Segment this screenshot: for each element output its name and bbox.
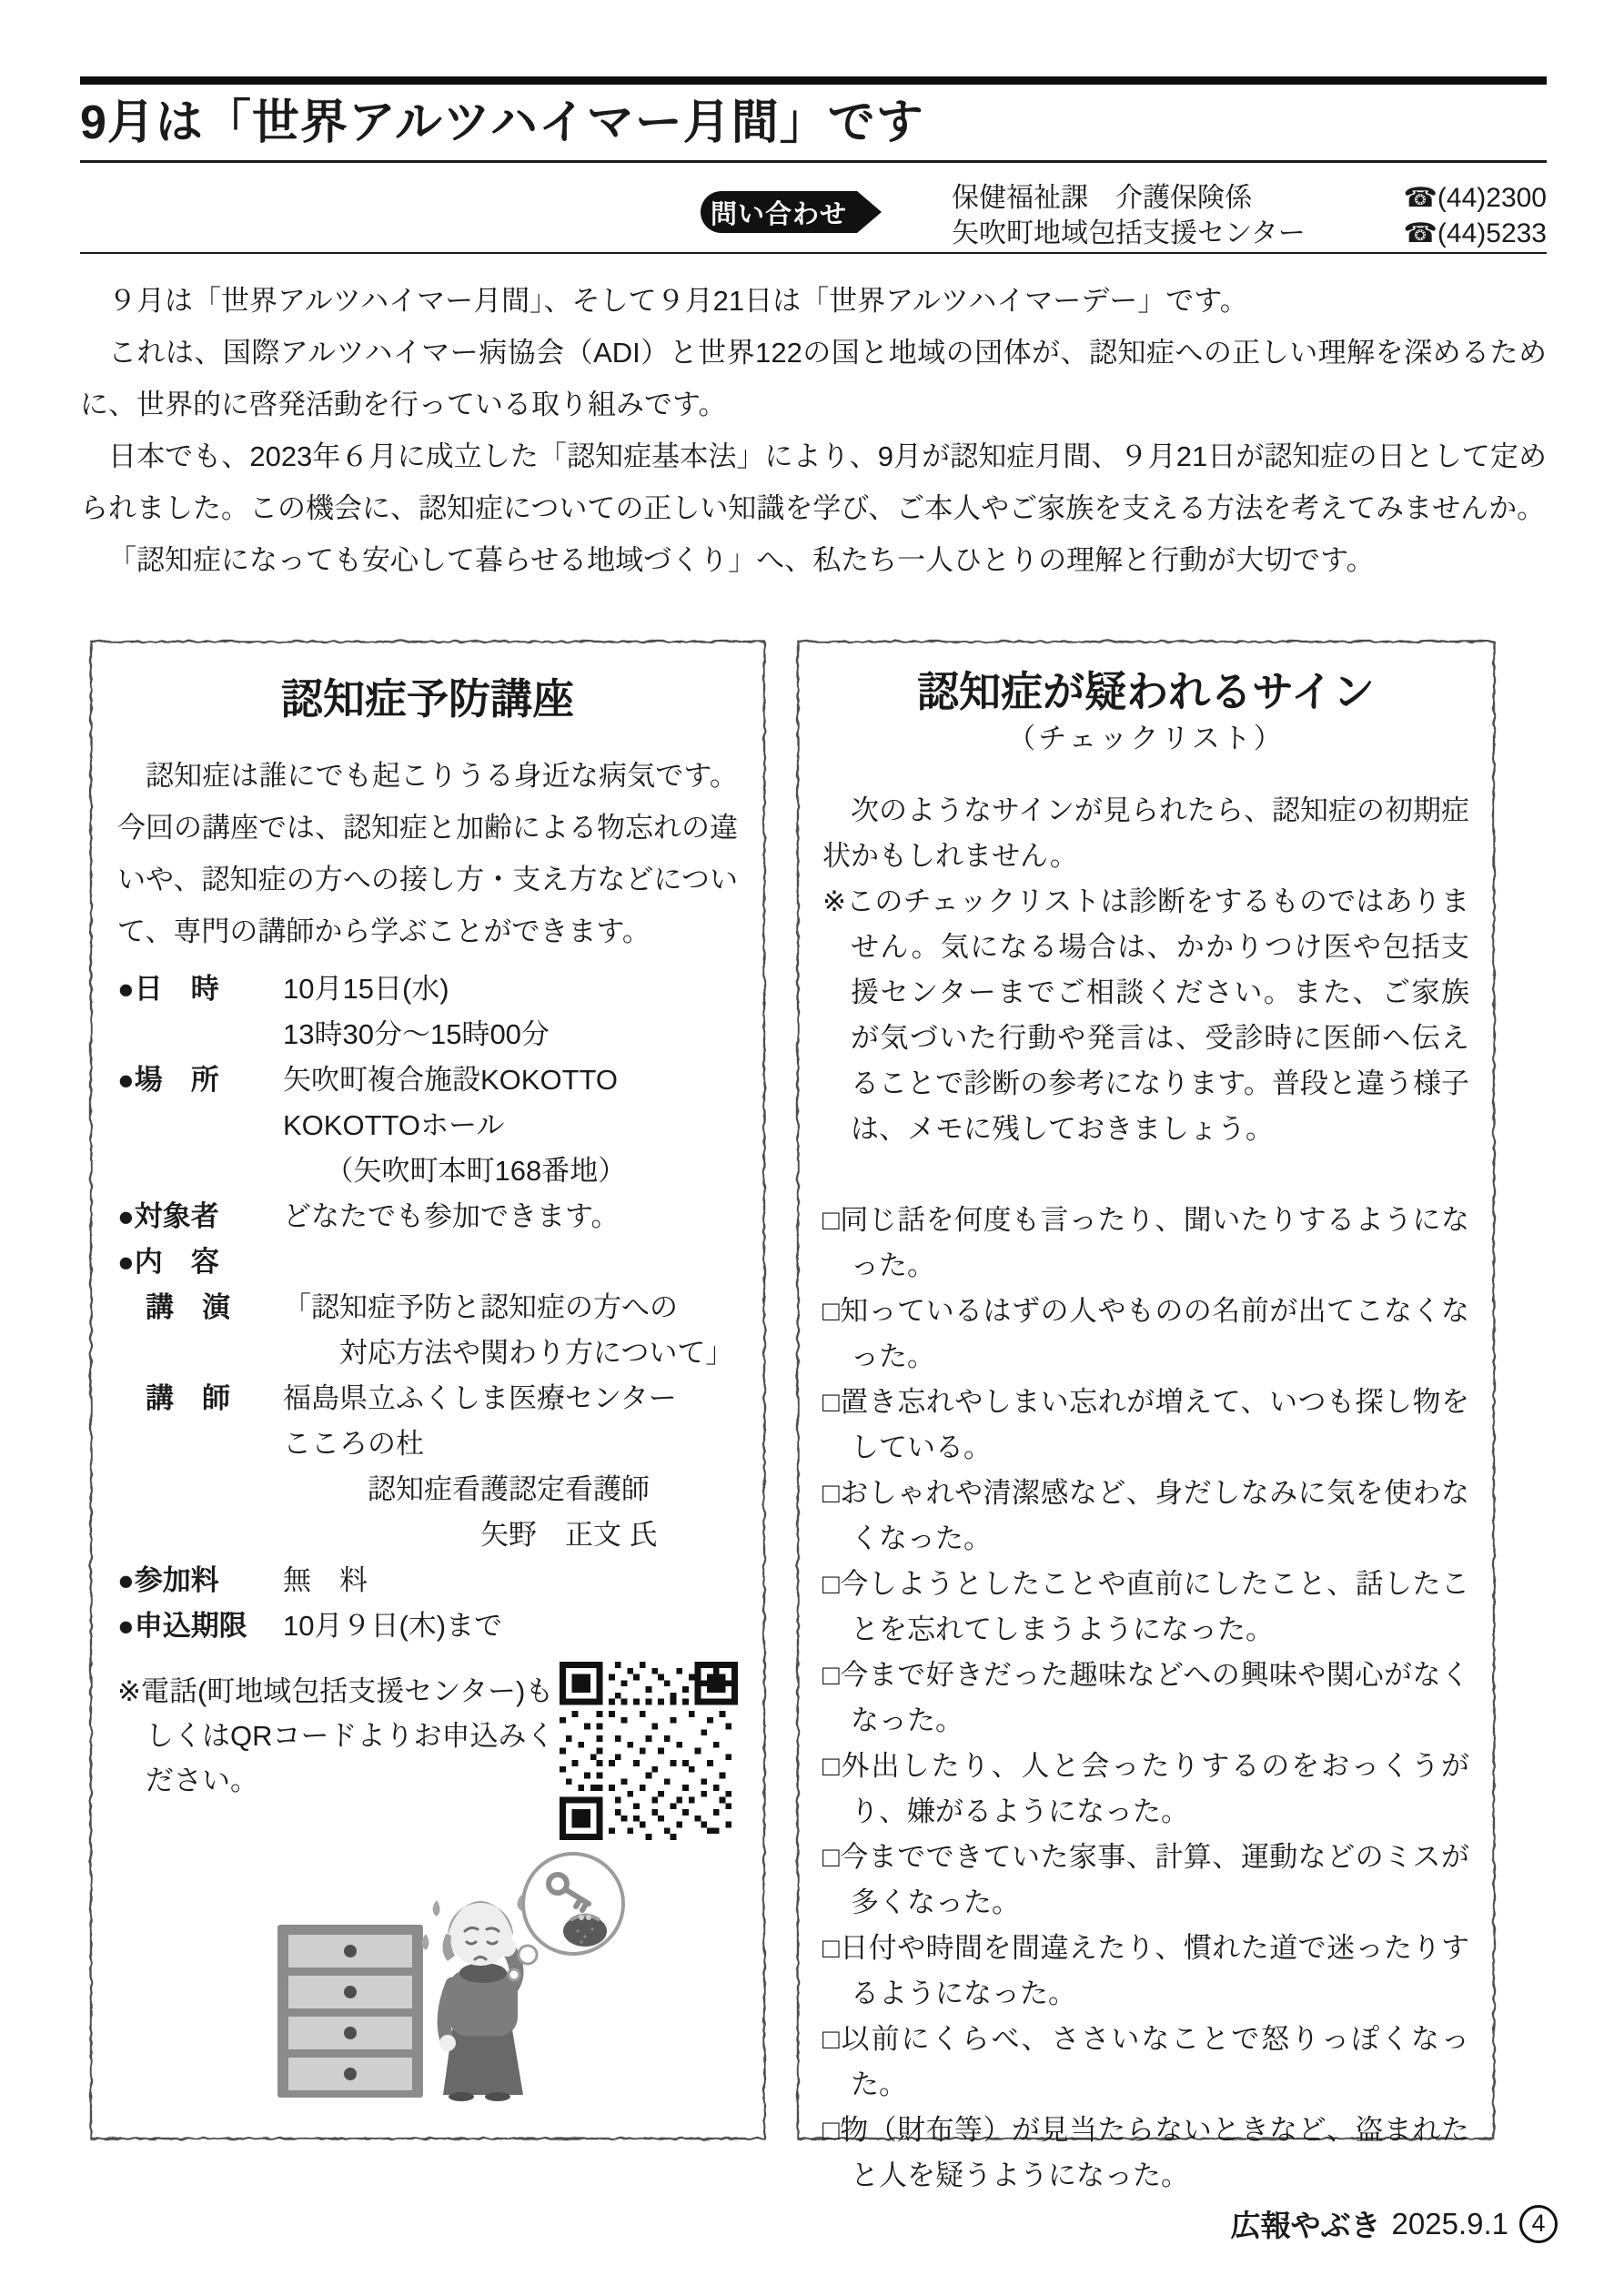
detail-line: 福島県立ふくしま医療センター bbox=[283, 1382, 677, 1414]
lecture-box bbox=[86, 637, 769, 2143]
detail-value bbox=[283, 1194, 738, 1239]
detail-line: 10月９日(木)まで bbox=[283, 1610, 503, 1642]
checklist-note: ※このチェックリストは診断をするものではありません。気になる場合は、かかりつけ医や包括支援センターまでご相談ください。また、ご家族が気づいた行動や発言は、受診時に医師へ伝えることで診断の参考になります。普段と違う様子は、メモに残しておきましょう。 bbox=[822, 885, 1469, 1145]
contact-tel bbox=[1404, 180, 1547, 216]
detail-value bbox=[283, 1376, 738, 1558]
detail-value bbox=[283, 1239, 738, 1285]
detail-row-place bbox=[117, 1057, 738, 1194]
contact-name: 矢吹町地域包括支援センター bbox=[952, 218, 1306, 248]
detail-line: 無 料 bbox=[283, 1564, 368, 1596]
detail-row-contents bbox=[117, 1239, 738, 1285]
detail-line: どなたでも参加できます。 bbox=[283, 1200, 620, 1232]
publication-name: 広報やぶき bbox=[1230, 2209, 1381, 2242]
lecture-intro: 認知症は誰にでも起こりうる身近な病気です。今回の講座では、認知症と加齢による物忘れの違いや、認知症の方への接し方・支え方などについて、専門の講師から学ぶことができます。 bbox=[117, 760, 738, 947]
checklist-item: □置き忘れやしまい忘れが増えて、いつも探し物をしている。 bbox=[822, 1386, 1469, 1463]
thought-bubble bbox=[509, 1854, 623, 1980]
application-note: ※電話(町地域包括支援センター)もしくはQRコードよりお申込みください。 bbox=[117, 1675, 555, 1796]
contact-row bbox=[952, 216, 1547, 251]
checklist-box-title: 認知症が疑われるサイン bbox=[917, 668, 1375, 715]
detail-label: ●場 所 bbox=[117, 1064, 219, 1096]
detail-label: 講 演 bbox=[117, 1291, 230, 1323]
intro-paragraph: これは、国際アルツハイマー病協会（ADI）と世界122の国と地域の団体が、認知症への正しい理解を深めるために、世界的に啓発活動を行っている取り組みです。 bbox=[80, 337, 1547, 420]
elderly-woman bbox=[422, 1895, 525, 2101]
checklist bbox=[822, 1198, 1469, 2199]
detail-row-lecture-title bbox=[117, 1285, 738, 1376]
detail-label: ●内 容 bbox=[117, 1246, 219, 1278]
checklist-item: □日付や時間を間違えたり、慣れた道で迷ったりするようになった。 bbox=[822, 1932, 1469, 2009]
detail-row-lecturer bbox=[117, 1376, 738, 1558]
detail-label: ●対象者 bbox=[117, 1200, 219, 1232]
checklist-item: □物（財布等）が見当たらないときなど、盗まれたと人を疑うようになった。 bbox=[822, 2114, 1469, 2191]
inquiry-badge bbox=[701, 191, 857, 233]
contact-tel bbox=[1404, 216, 1547, 251]
lecture-details bbox=[117, 966, 738, 1649]
checklist-item: □今しようとしたことや直前にしたこと、話したことを忘れてしまうようになった。 bbox=[822, 1568, 1469, 1645]
checklist-item: □以前にくらべ、ささいなことで怒りっぽくなった。 bbox=[822, 2023, 1469, 2100]
detail-row-fee bbox=[117, 1558, 738, 1603]
page-number-badge: 4 bbox=[1519, 2205, 1558, 2243]
checklist-intro: 次のようなサインが見られたら、認知症の初期症状かもしれません。 bbox=[822, 794, 1469, 872]
detail-label: ●申込期限 bbox=[117, 1610, 247, 1642]
header-rule-bottom bbox=[80, 252, 1547, 254]
lecture-box-title: 認知症予防講座 bbox=[281, 675, 574, 723]
detail-line: こころの杜 bbox=[283, 1428, 424, 1460]
detail-value bbox=[283, 966, 738, 1057]
detail-label: ●日 時 bbox=[117, 973, 219, 1005]
detail-row-datetime bbox=[117, 966, 738, 1057]
application-note-row bbox=[117, 1662, 738, 1840]
inquiry-section bbox=[80, 178, 1547, 255]
checklist-box-subtitle: （チェックリスト） bbox=[1007, 723, 1285, 754]
intro-paragraph: 日本でも、2023年６月に成立した「認知症基本法」により、9月が認知症月間、９月21日が認知症の日として定められました。この機会に、認知症についての正しい知識を学び、ご本人やご家族を支える方法を考えてみませんか。 bbox=[80, 440, 1547, 524]
detail-label: 講 師 bbox=[117, 1382, 230, 1414]
page-footer bbox=[1231, 2202, 1558, 2245]
detail-value bbox=[283, 1558, 738, 1603]
checklist-item: □おしゃれや清潔感など、身だしなみに気を使わなくなった。 bbox=[822, 1477, 1469, 1554]
header-rule-thick bbox=[80, 76, 1547, 85]
phone-icon: ☎ bbox=[1403, 218, 1437, 248]
detail-row-deadline bbox=[117, 1603, 738, 1649]
detail-value bbox=[283, 1285, 738, 1376]
detail-value bbox=[283, 1603, 738, 1649]
detail-line: 「認知症予防と認知症の方への bbox=[283, 1291, 678, 1323]
contact-block bbox=[952, 180, 1547, 251]
forgetful-elderly-woman-illustration bbox=[117, 1847, 738, 2102]
phone-icon: ☎ bbox=[1403, 183, 1437, 213]
detail-label: ●参加料 bbox=[117, 1564, 219, 1596]
header-rule-under-title bbox=[80, 160, 1547, 163]
intro-paragraph: ９月は「世界アルツハイマー月間」、そして９月21日は「世界アルツハイマーデー」です。 bbox=[108, 285, 1248, 317]
checklist-item: □今まで好きだった趣味などへの興味や関心がなくなった。 bbox=[822, 1659, 1469, 1736]
drawer-chest bbox=[277, 1925, 423, 2098]
detail-value bbox=[283, 1057, 738, 1194]
detail-line: 矢野 正文 氏 bbox=[283, 1519, 658, 1551]
page-title: 9月は「世界アルツハイマー月間」です bbox=[80, 96, 924, 149]
checklist-box bbox=[793, 637, 1498, 2191]
detail-line: 認知症看護認定看護師 bbox=[283, 1473, 650, 1505]
detail-line: 13時30分～15時00分 bbox=[283, 1018, 550, 1050]
checklist-item: □知っているはずの人やものの名前が出てこなくなった。 bbox=[822, 1295, 1469, 1372]
detail-row-audience bbox=[117, 1194, 738, 1239]
detail-line: 対応方法や関わり方について」 bbox=[283, 1337, 734, 1369]
intro-text bbox=[80, 275, 1547, 586]
contact-number: (44)2300 bbox=[1437, 183, 1547, 213]
contact-row bbox=[952, 180, 1547, 216]
checklist-item: □外出したり、人と会ったりするのをおっくうがり、嫌がるようになった。 bbox=[822, 1750, 1469, 1827]
contact-name: 保健福祉課 介護保険係 bbox=[952, 183, 1252, 213]
detail-line: 10月15日(水) bbox=[283, 973, 449, 1005]
detail-line: （矢吹町本町168番地） bbox=[283, 1155, 627, 1187]
checklist-item: □今までできていた家事、計算、運動などのミスが多くなった。 bbox=[822, 1841, 1469, 1918]
checklist-item: □同じ話を何度も言ったり、聞いたりするようになった。 bbox=[822, 1204, 1469, 1281]
intro-paragraph: 「認知症になっても安心して暮らせる地域づくり」へ、私たち一人ひとりの理解と行動が大切です。 bbox=[108, 544, 1375, 576]
qr-code bbox=[560, 1662, 738, 1840]
inquiry-badge-label: 問い合わせ bbox=[710, 199, 847, 229]
publication-date: 2025.9.1 bbox=[1391, 2206, 1508, 2240]
detail-line: 矢吹町複合施設KOKOTTO bbox=[283, 1064, 619, 1096]
contact-number: (44)5233 bbox=[1437, 218, 1547, 248]
purse-icon bbox=[563, 1916, 607, 1947]
detail-line: KOKOTTOホール bbox=[283, 1109, 505, 1141]
